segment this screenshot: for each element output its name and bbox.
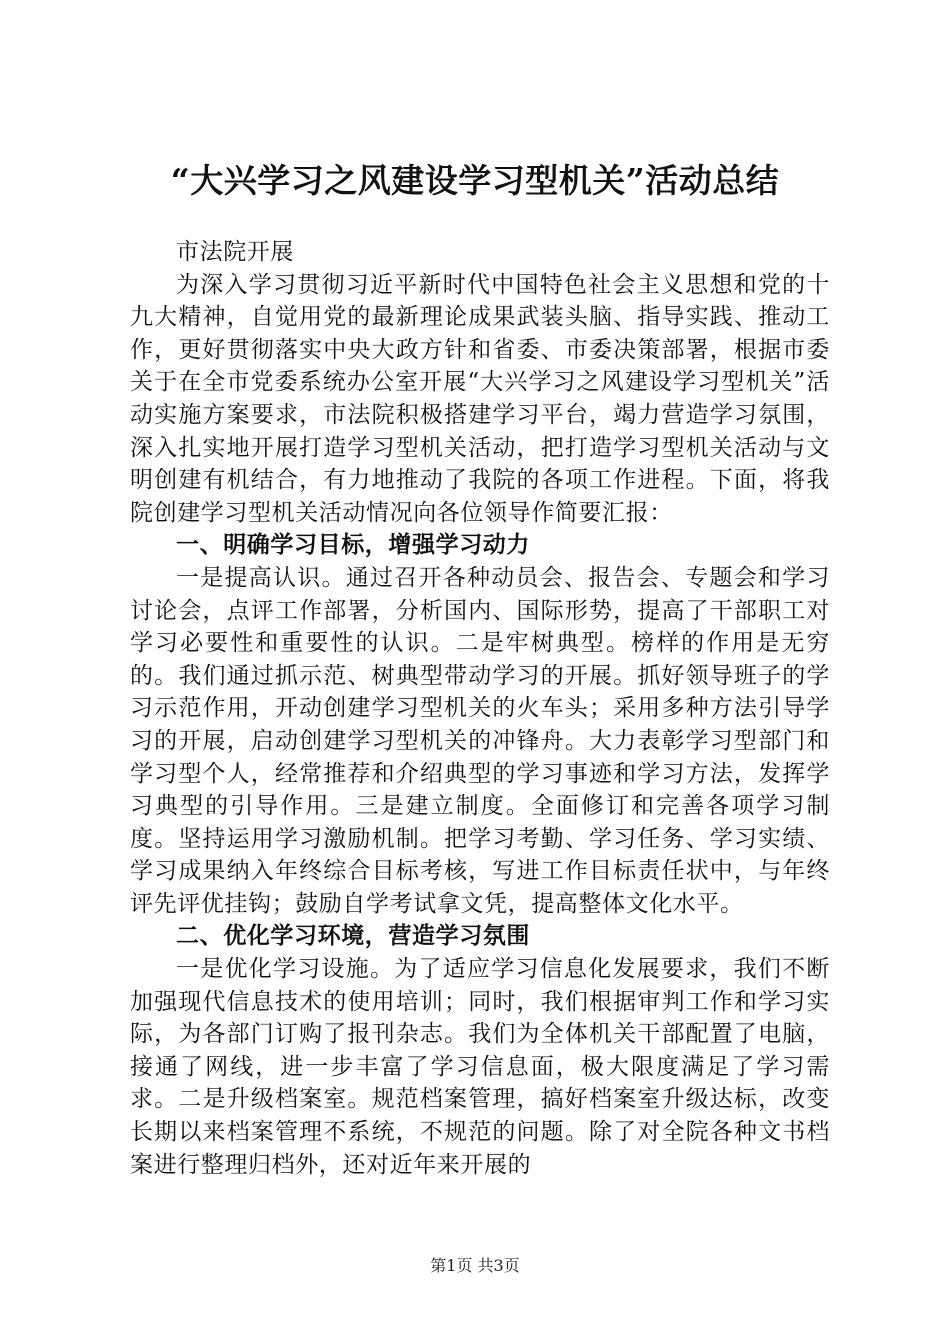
intro-paragraph: 为深入学习贯彻习近平新时代中国特色社会主义思想和党的十九大精神，自觉用党的最新理论成果武装头脑、指导实践、推动工作，更好贯彻落实中央大政方针和省委、市委决策部署，根据市委关于在全市党委系统办公室开展“大兴学习之风建设学习型机关”活动实施方案要求，市法院积极搭建学习平台，竭力营造学习氛围，深入扎实地开展打造学习型机关活动，把打造学习型机关活动与文明创建有机结合，有力地推动了我院的各项工作进程。下面，将我院创建学习型机关活动情况向各位领导作简要汇报： — [130, 271, 830, 526]
section-2-paragraph: 一是优化学习设施。为了适应学习信息化发展要求，我们不断加强现代信息技术的使用培训；同时，我们根据审判工作和学习实际，为各部门订购了报刊杂志。我们为全体机关干部配置了电脑，接通了网线，进一步丰富了学习信息面，极大限度满足了学习需求。二是升级档案室。规范档案管理，搞好档案室升级达标，改变长期以来档案管理不系统，不规范的问题。除了对全院各种文书档案进行整理归档外，还对近年来开展的 — [130, 956, 830, 1178]
document-title: “大兴学习之风建设学习型机关”活动总结 — [170, 161, 780, 200]
document-body — [130, 236, 830, 1181]
page-number-footer: 第1页 共3页 — [430, 1256, 520, 1275]
opening-line: 市法院开展 — [176, 239, 294, 265]
section-heading-2: 二、优化学习环境，营造学习氛围 — [176, 922, 530, 950]
section-1-paragraph: 一是提高认识。通过召开各种动员会、报告会、专题会和学习讨论会，点评工作部署，分析国内、国际形势，提高了干部职工对学习必要性和重要性的认识。二是牢树典型。榜样的作用是无穷的。我们通过抓示范、树典型带动学习的开展。抓好领导班子的学习示范作用，开动创建学习型机关的火车头；采用多种方法引导学习的开展，启动创建学习型机关的冲锋舟。大力表彰学习型部门和学习型个人，经常推荐和介绍典型的学习事迹和学习方法，发挥学习典型的引导作用。三是建立制度。全面修订和完善各项学习制度。坚持运用学习激励机制。把学习考勤、学习任务、学习实绩、学习成果纳入年终综合目标考核，写进工作目标责任状中，与年终评先评优挂钩；鼓励自学考试拿文凭，提高整体文化水平。 — [130, 564, 830, 917]
section-heading-1: 一、明确学习目标，增强学习动力 — [176, 531, 530, 559]
